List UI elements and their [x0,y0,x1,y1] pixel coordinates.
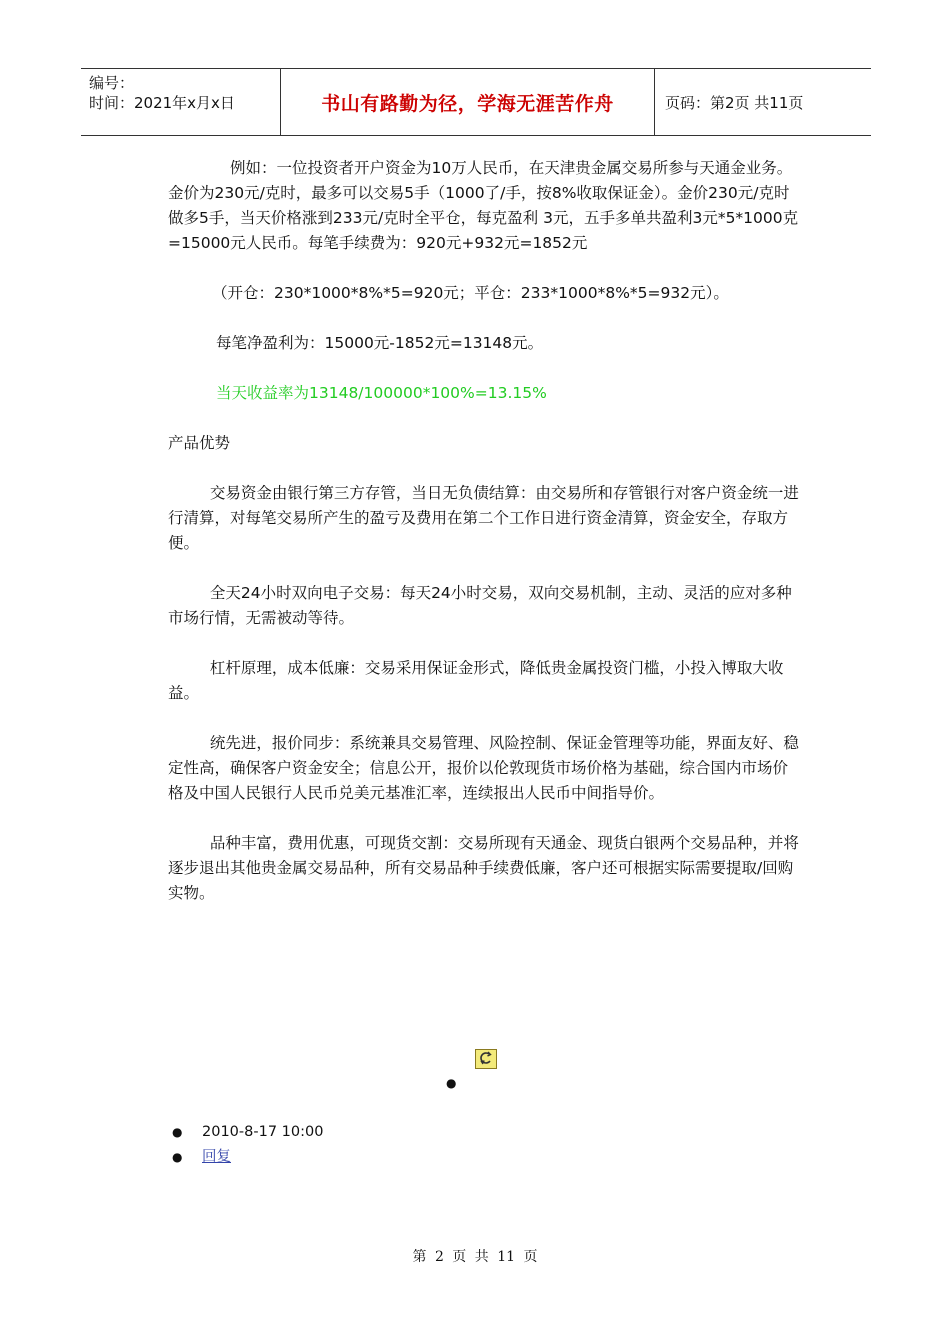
page-header [81,68,871,136]
advantage-paragraph: 全天24小时双向电子交易：每天24小时交易，双向交易机制，主动、灵活的应对多种市场行情，无需被动等待。 [168,584,792,627]
number-label: 编号： [89,74,135,92]
net-profit: 每笔净盈利为：15000元-1852元=13148元。 [216,334,544,352]
advantage-paragraph: 杠杆原理，成本低廉：交易采用保证金形式，降低贵金属投资门槛，小投入博取大收益。 [168,659,784,702]
example-paragraph: 例如：一位投资者开户资金为10万人民币，在天津贵金属交易所参与天通金业务。金价为230元/克时，最多可以交易5手（1000了/手，按8%收取保证金）。金价230元/克时做多5手，当天价格涨到233元/克时全平仓，每克盈利 3元，五手多单共盈利3元*5*1000克=15000元人民币。每笔手续费为：920元+932元=1852元 [168,159,799,252]
meta-list [172,1120,323,1170]
header-motto: 书山有路勤为径，学海无涯苦作舟 [281,69,655,135]
header-page-info: 页码：第2页 共11页 [665,93,804,112]
fee-detail: （开仓：230*1000*8%*5=920元；平仓：233*1000*8%*5=932元）。 [212,284,729,302]
section-heading: 产品优势 [168,434,231,452]
time-label: 时间：2021年x月x日 [89,94,235,112]
reply-link[interactable]: 回复 [202,1149,231,1165]
page-footer: 第 2 页 共 11 页 [412,1249,538,1265]
document-body [168,156,800,931]
list-item [172,1145,323,1170]
list-item [172,1120,323,1145]
header-meta [81,69,281,135]
bullet-dot: ● [172,1125,183,1139]
bullet-dot: ● [172,1150,183,1164]
bullet-dot: ● [446,1076,457,1090]
advantage-paragraph: 品种丰富，费用优惠，可现货交割：交易所现有天通金、现货白银两个交易品种，并将逐步退出其他贵金属交易品种，所有交易品种手续费低廉，客户还可根据实际需要提取/回购实物。 [168,834,799,902]
post-timestamp: 2010-8-17 10:00 [202,1124,324,1140]
advantage-paragraph: 交易资金由银行第三方存管，当日无负债结算：由交易所和存管银行对客户资金统一进行清算，对每笔交易所产生的盈亏及费用在第二个工作日进行资金清算，资金安全，存取方便。 [168,484,799,552]
refresh-image-icon[interactable] [475,1049,497,1069]
advantage-paragraph: 统先进，报价同步：系统兼具交易管理、风险控制、保证金管理等功能，界面友好、稳定性高，确保客户资金安全；信息公开，报价以伦敦现货市场价格为基础，综合国内市场价格及中国人民银行人民币兑美元基准汇率，连续报出人民币中间指导价。 [168,734,799,802]
daily-yield: 当天收益率为13148/100000*100%=13.15% [216,384,547,402]
refresh-arrow-icon [479,1051,493,1067]
